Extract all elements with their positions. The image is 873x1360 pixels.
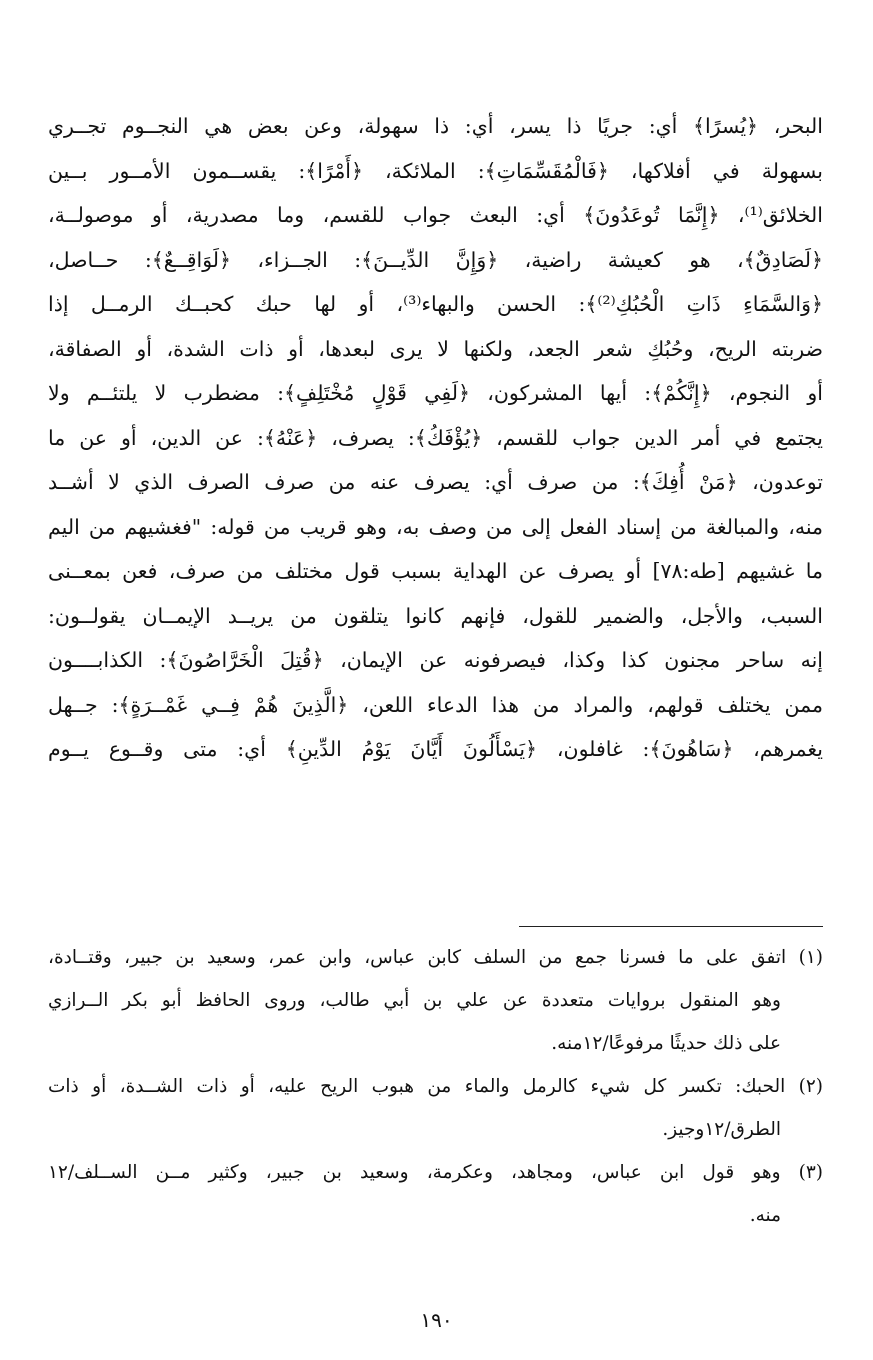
footnote-line: (٢) الحبك: تكسر كل شيء كالرمل والماء من هبوب الريح عليه، أو ذات الشــدة، أو ذات xyxy=(48,1076,823,1097)
footnote-line: (٣) وهو قول ابن عباس، ومجاهد، وعكرمة، وسعيد بن جبير، وكثير مــن الســلف/١٢ xyxy=(48,1162,823,1183)
text-line: أو النجوم، ﴿إِنَّكُمْ﴾: أيها المشركون، ﴿لَفِي قَوْلٍ مُخْتَلِفٍ﴾: مضطرب لا يلتئــم ولا xyxy=(48,381,823,405)
footnote-separator xyxy=(519,926,823,927)
footnote-line: الطرق/١٢وجيز. xyxy=(662,1119,781,1140)
text-line: إنه ساحر مجنون كذا وكذا، فيصرفونه عن الإيمان، ﴿قُتِلَ الْخَرَّاصُونَ﴾: الكذابــــون xyxy=(48,648,823,672)
page-number: ١٩٠ xyxy=(420,1308,453,1332)
text-line: يجتمع في أمر الدين جواب للقسم، ﴿يُؤْفَكُ﴾: يصرف، ﴿عَنْهُ﴾: عن الدين، أو عن ما xyxy=(48,425,823,450)
text-line: منه، والمبالغة من إسناد الفعل إلى من وصف به، وهو قريب من قوله: "فغشيهم من اليم xyxy=(48,514,823,539)
text-line: الخلائق⁽¹⁾، ﴿إِنَّمَا تُوعَدُونَ﴾ أي: البعث جواب للقسم، وما مصدرية، أو موصولــة، xyxy=(48,203,823,227)
text-line: ﴿وَالسَّمَاءِ ذَاتِ الْحُبُكِ⁽²⁾﴾: الحسن والبهاء⁽³⁾، أو لها حبك كحبــك الرمــل إذا xyxy=(48,292,823,316)
text-line: يغمرهم، ﴿سَاهُونَ﴾: غافلون، ﴿يَسْأَلُونَ أَيَّانَ يَوْمُ الدِّينِ﴾ أي: متى وقــوع يــوم xyxy=(48,737,823,761)
text-line: بسهولة في أفلاكها، ﴿فَالْمُقَسِّمَاتِ﴾: الملائكة، ﴿أَمْرًا﴾: يقســمون الأمــور بــين xyxy=(48,158,823,183)
footnote-line: منه. xyxy=(749,1205,781,1226)
footnote-line: على ذلك حديثًا مرفوعًا/١٢منه. xyxy=(551,1033,781,1054)
footnotes-block xyxy=(48,936,823,1237)
main-text-block xyxy=(48,104,823,772)
text-line: البحر، ﴿يُسرًا﴾ أي: جريًا ذا يسر، أي: ذا سهولة، وعن بعض هي النجــوم تجــري xyxy=(48,114,823,138)
text-line: ما غشيهم [طه:٧٨] أو يصرف عن الهداية بسبب قول مختلف من صرف، فعن بمعــنى xyxy=(48,559,823,583)
text-line: توعدون، ﴿مَنْ أُفِكَ﴾: من صرف أي: يصرف عنه من صرف الصرف الذي لا أشــد xyxy=(48,470,823,494)
footnote-line: وهو المنقول بروايات متعددة عن علي بن أبي طالب، وروى الحافظ أبو بكر الــرازي xyxy=(48,990,781,1011)
text-line: ﴿لَصَادِقٌ﴾، هو كعيشة راضية، ﴿وَإِنَّ الدِّيــنَ﴾: الجــزاء، ﴿لَوَاقِــعٌ﴾: حــاصل، xyxy=(48,247,823,272)
text-line: السبب، والأجل، والضمير للقول، فإنهم كانوا يتلقون من يريــد الإيمــان يقولــون: xyxy=(48,603,823,628)
footnote-line: (١) اتفق على ما فسرنا جمع من السلف كابن عباس، وابن عمر، وسعيد بن جبير، وقتــادة، xyxy=(48,947,823,968)
text-line: ممن يختلف قولهم، والمراد من هذا الدعاء اللعن، ﴿الَّذِينَ هُمْ فِــي غَمْــرَةٍ﴾: جــهل xyxy=(48,692,823,717)
text-line: ضربته الريح، وحُبُكِ شعر الجعد، ولكنها لا يرى لبعدها، أو ذات الشدة، أو الصفاقة، xyxy=(48,336,823,361)
